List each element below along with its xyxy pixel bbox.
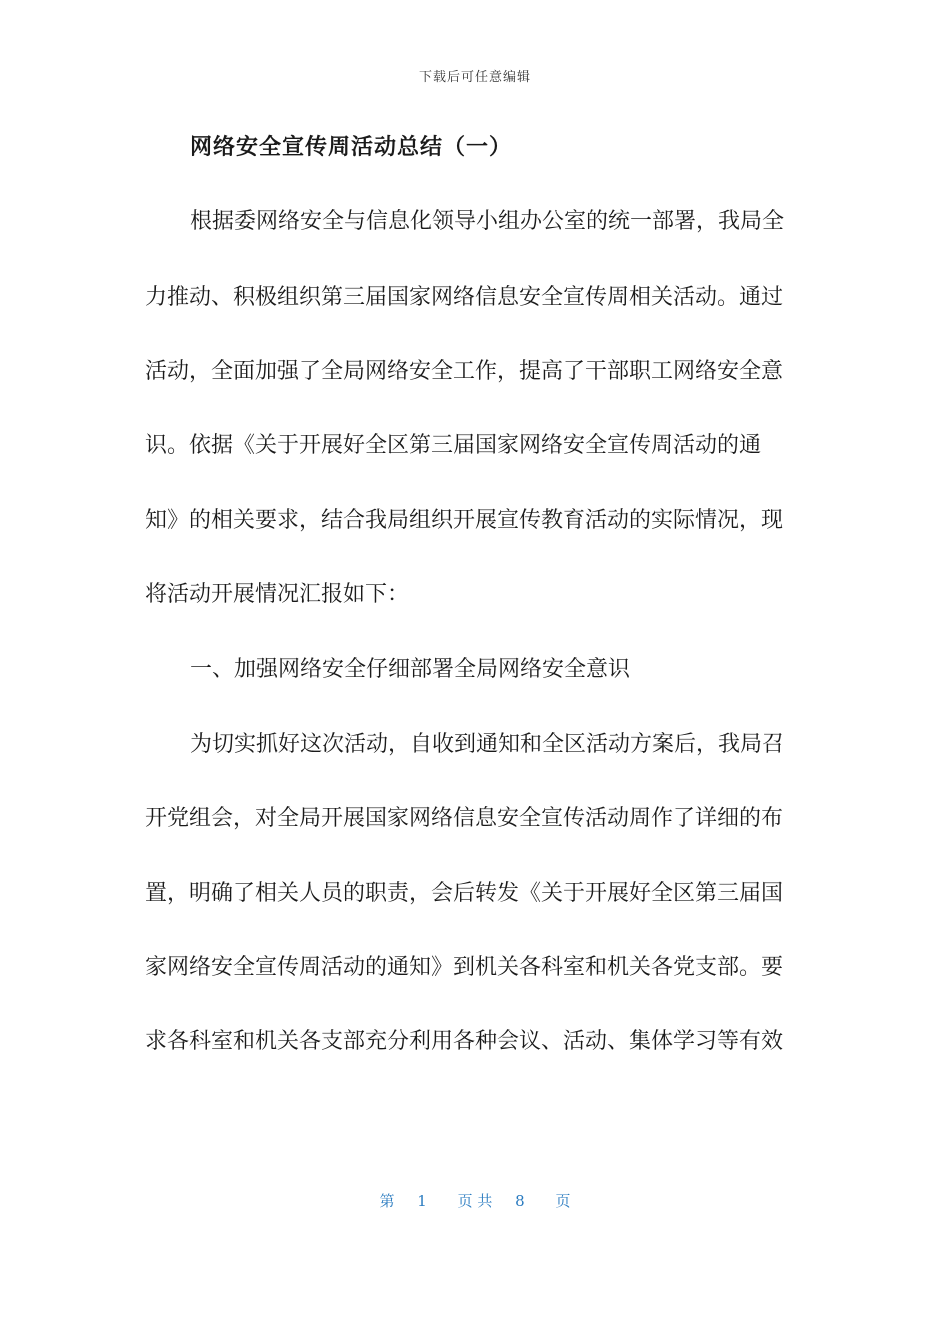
page-footer xyxy=(0,1190,950,1211)
document-title: 网络安全宣传周活动总结（一） xyxy=(190,134,513,160)
footer-prefix: 第 xyxy=(379,1192,395,1210)
header-note: 下载后可任意编辑 xyxy=(418,70,531,85)
footer-page-number: 1 xyxy=(417,1192,427,1210)
footer-suffix: 页 xyxy=(555,1192,571,1210)
footer-total-pages: 8 xyxy=(515,1192,525,1210)
footer-middle: 页 共 xyxy=(457,1192,493,1210)
